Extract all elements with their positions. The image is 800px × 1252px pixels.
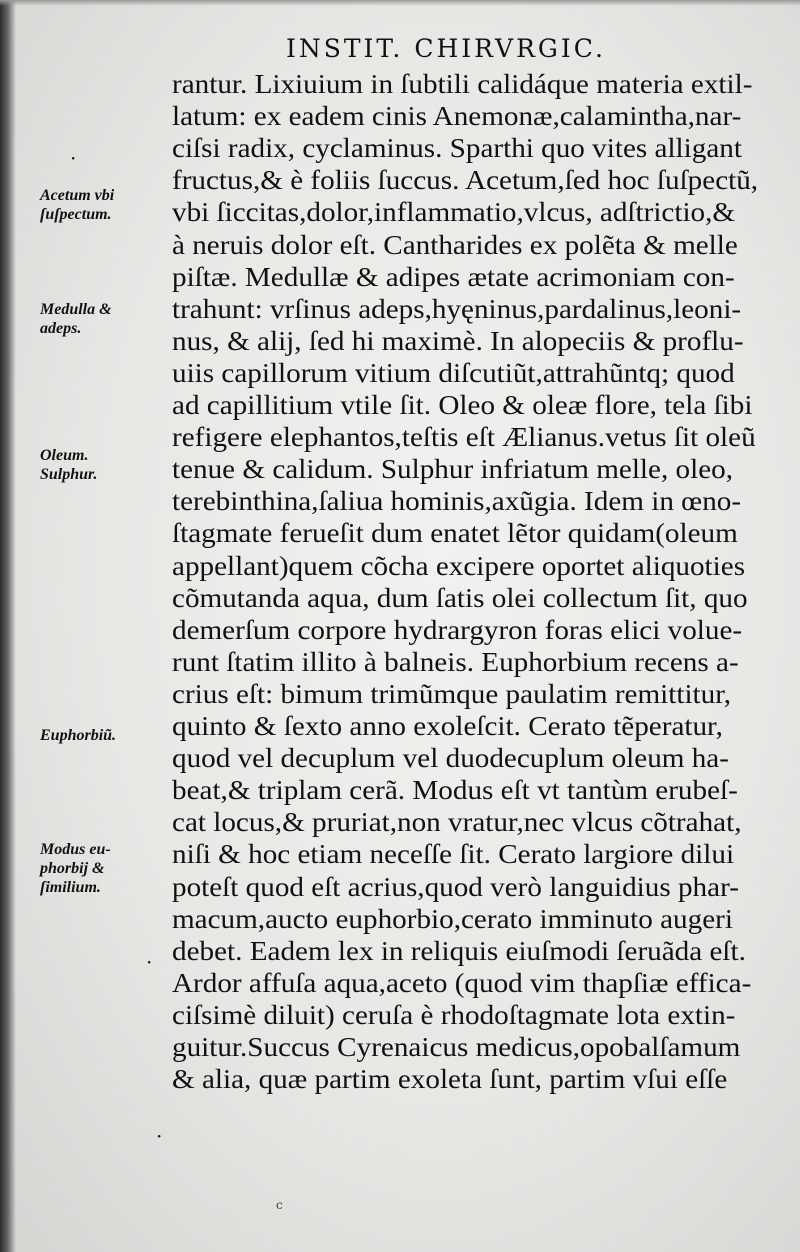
text-line: guitur.Succus Cyrenaicus medicus,opobalſamum <box>172 1031 741 1062</box>
running-header: INSTIT. CHIRVRGIC. <box>286 34 606 63</box>
text-line: à neruis dolor eſt. Cantharides ex polẽta & melle <box>172 228 738 260</box>
text-line: runt ſtatim illito à balneis. Euphorbium recens a- <box>172 645 739 677</box>
text-line: quod vel decuplum vel duodecuplum oleum ha- <box>172 742 729 774</box>
stray-dot: · <box>156 1124 163 1148</box>
margin-note-line: adeps. <box>40 320 82 337</box>
text-line: fructus,& è foliis ſuccus. Acetum,ſed hoc ſuſpectũ, <box>172 164 759 196</box>
text-line: uiis capillorum vitium diſcutiũt,attrahũntq; quod <box>172 356 735 388</box>
text-line: demerſum corpore hydrargyron foras elici volue- <box>172 613 743 645</box>
margin-note-line: Medulla & <box>40 301 112 318</box>
signature-mark: c <box>276 1198 283 1212</box>
text-line: cõmutanda aqua, dum ſatis olei collectum ſit, quo <box>172 581 748 613</box>
text-line: Ardor affuſa aqua,aceto (quod vim thapſiæ effica- <box>172 966 752 998</box>
margin-note-line: ſuſpectum. <box>40 206 112 223</box>
text-line: ſtagmate ferueſit dum enatet lẽtor quidam(oleum <box>172 517 738 549</box>
text-line: nus, & alij, ſed hi maximè. In alopeciis & proflu- <box>172 324 744 356</box>
margin-note-line: Acetum vbi <box>40 187 115 204</box>
page-top-edge <box>0 0 800 6</box>
text-line: tenue & calidum. Sulphur infriatum melle, oleo, <box>172 453 734 485</box>
text-line: trahunt: vrſinus adeps,hyęninus,pardalinus,leoni- <box>172 292 742 324</box>
margin-note-modus <box>40 840 111 897</box>
margin-note-line: Sulphur. <box>40 466 98 483</box>
text-line: cat locus,& pruriat,non vratur,nec vlcus cõtrahat, <box>172 806 742 838</box>
margin-note-medulla <box>40 300 112 338</box>
margin-note-oleum <box>40 446 97 484</box>
text-line: vbi ſiccitas,dolor,inflammatio,vlcus, adſtrictio,& <box>172 196 736 228</box>
text-line: beat,& triplam cerã. Modus eſt vt tantùm erubeſ- <box>172 774 738 806</box>
margin-note-euphorbium <box>40 726 116 745</box>
text-line: ad capillitium vtile ſit. Oleo & oleæ flore, tela ſibi <box>172 389 753 420</box>
text-line: piſtæ. Medullæ & adipes ætate acrimoniam con- <box>172 260 735 292</box>
binding-shadow <box>0 0 16 1252</box>
text-line: ciſsi radix, cyclaminus. Sparthi quo vites alligant <box>172 132 742 164</box>
margin-note-line: ſimilium. <box>40 879 101 896</box>
text-line: macum,aucto euphorbio,cerato imminuto augeri <box>172 902 733 934</box>
stray-dot: · <box>146 950 153 974</box>
margin-note-acetum <box>40 186 114 224</box>
text-line: appellant)quem cõcha excipere oportet aliquoties <box>172 549 746 581</box>
text-line: poteſt quod eſt acrius,quod verò languidius phar- <box>172 870 739 902</box>
margin-note-line: phorbij & <box>40 860 105 877</box>
margin-note-line: Modus eu- <box>40 841 111 858</box>
text-line: terebinthina,ſaliua hominis,axũgia. Idem in œno- <box>172 485 742 517</box>
text-line: crius eſt: bimum trimũmque paulatim remittitur, <box>172 677 732 709</box>
margin-note-line: Euphorbiũ. <box>40 727 117 744</box>
text-line: quinto & ſexto anno exoleſcit. Cerato tẽperatur, <box>172 710 723 741</box>
text-line: & alia, quæ partim exoleta ſunt, partim vſui eſſe <box>172 1063 728 1095</box>
text-line: refigere elephantos,teſtis eſt Ælianus.vetus ſit oleũ <box>172 421 756 453</box>
margin-note-line: Oleum. <box>40 447 89 464</box>
text-line: ciſsimè diluit) ceruſa è rhodoſtagmate lota extin- <box>172 998 736 1030</box>
text-line: debet. Eadem lex in reliquis eiuſmodi ſeruãda eſt. <box>172 934 746 966</box>
stray-dot: · <box>70 146 77 170</box>
text-line: rantur. Lixiuium in ſubtili calidáque materia extil- <box>172 68 753 99</box>
text-line: latum: ex eadem cinis Anemonæ,calamintha,nar- <box>172 100 742 132</box>
text-line: niſi & hoc etiam neceſſe ſit. Cerato largiore dilui <box>172 838 735 870</box>
